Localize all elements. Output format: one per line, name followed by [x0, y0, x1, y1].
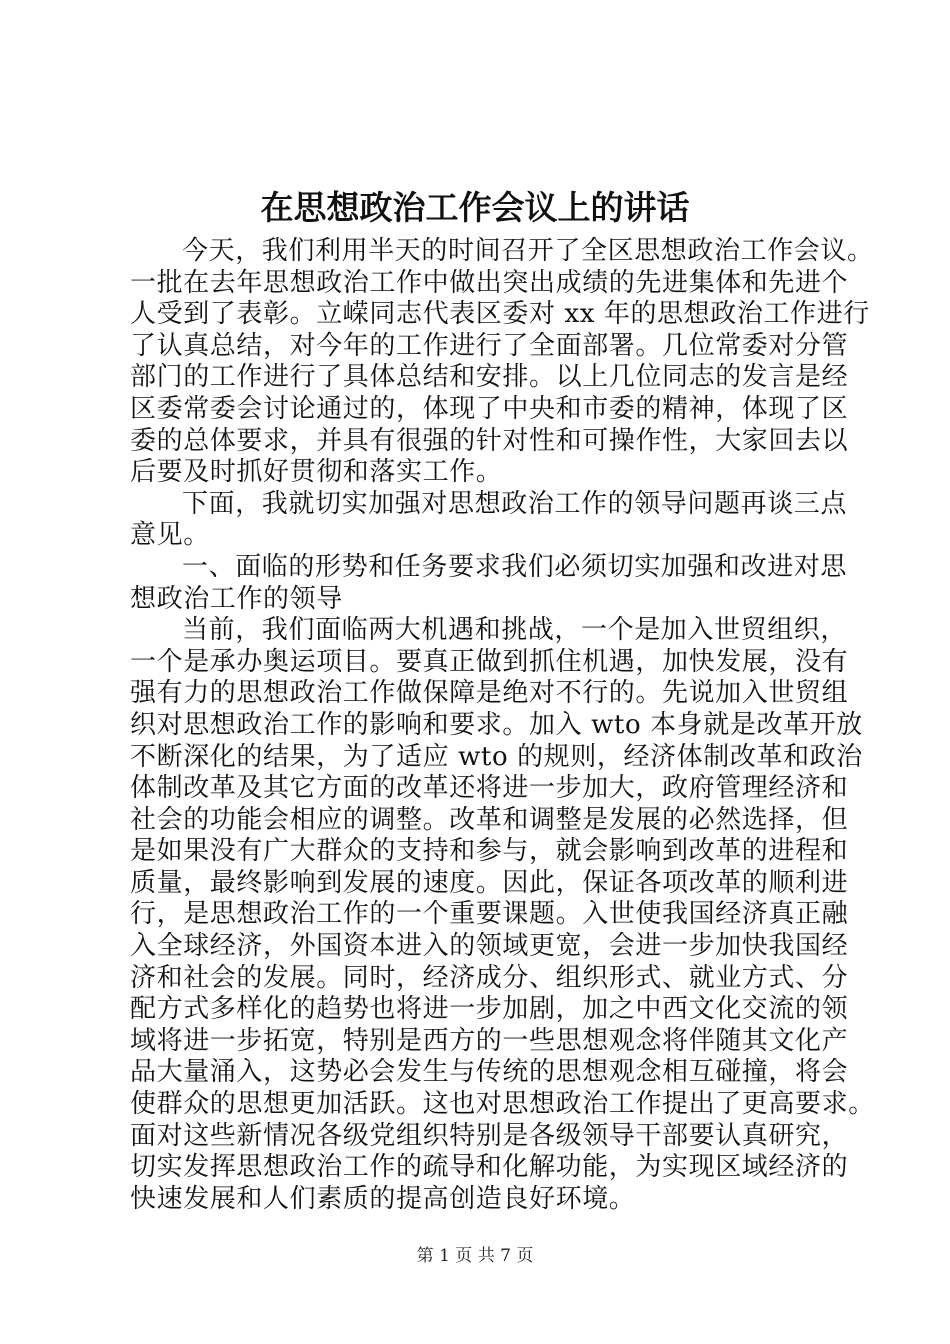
body-line: 部门的工作进行了具体总结和安排。以上几位同志的发言是经: [130, 362, 849, 393]
body-line: 人受到了表彰。立嵘同志代表区委对 xx 年的思想政治工作进行: [130, 299, 870, 330]
body-line: 不断深化的结果，为了适应 wto 的规则，经济体制改革和政治: [130, 741, 863, 772]
body-line: 体制改革及其它方面的改革还将进一步加大，政府管理经济和: [130, 773, 849, 804]
body-line: 委的总体要求，并具有很强的针对性和可操作性，大家回去以: [130, 425, 849, 456]
body-line: 一、面临的形势和任务要求我们必须切实加强和改进对思: [182, 551, 848, 582]
document-title: 在思想政治工作会议上的讲话: [260, 188, 690, 227]
body-line: 区委常委会讨论通过的，体现了中央和市委的精神，体现了区: [130, 393, 849, 424]
page-footer: 第 1 页 共 7 页: [416, 1246, 534, 1266]
body-line: 行，是思想政治工作的一个重要课题。入世使我国经济真正融: [130, 899, 849, 930]
body-line: 当前，我们面临两大机遇和挑战，一个是加入世贸组织，: [182, 615, 848, 646]
body-line: 配方式多样化的趋势也将进一步加剧，加之中西文化交流的领: [130, 994, 849, 1025]
document-body: [130, 236, 875, 1215]
body-line: 意见。: [130, 520, 210, 551]
body-line: 一个是承办奥运项目。要真正做到抓住机遇，加快发展，没有: [130, 646, 849, 677]
body-line: 后要及时抓好贯彻和落实工作。: [130, 457, 503, 488]
body-line: 了认真总结，对今年的工作进行了全面部署。几位常委对分管: [130, 330, 849, 361]
body-line: 想政治工作的领导: [130, 583, 343, 614]
body-line: 快速发展和人们素质的提高创造良好环境。: [130, 1183, 636, 1214]
body-line: 面对这些新情况各级党组织特别是各级领导干部要认真研究，: [130, 1120, 849, 1151]
body-line: 是如果没有广大群众的支持和参与，就会影响到改革的进程和: [130, 836, 849, 867]
body-line: 使群众的思想更加活跃。这也对思想政治工作提出了更高要求。: [130, 1089, 875, 1120]
body-line: 一批在去年思想政治工作中做出突出成绩的先进集体和先进个: [130, 267, 849, 298]
body-line: 质量，最终影响到发展的速度。因此，保证各项改革的顺利进: [130, 867, 849, 898]
body-line: 织对思想政治工作的影响和要求。加入 wto 本身就是改革开放: [130, 709, 863, 740]
body-line: 济和社会的发展。同时，经济成分、组织形式、就业方式、分: [130, 962, 849, 993]
body-line: 入全球经济，外国资本进入的领域更宽，会进一步加快我国经: [130, 931, 849, 962]
body-line: 域将进一步拓宽，特别是西方的一些思想观念将伴随其文化产: [130, 1025, 849, 1056]
body-line: 切实发挥思想政治工作的疏导和化解功能，为实现区域经济的: [130, 1152, 849, 1183]
body-line: 社会的功能会相应的调整。改革和调整是发展的必然选择，但: [130, 804, 849, 835]
body-line: 品大量涌入，这势必会发生与传统的思想观念相互碰撞，将会: [130, 1057, 849, 1088]
body-line: 下面，我就切实加强对思想政治工作的领导问题再谈三点: [182, 488, 848, 519]
body-line: 今天，我们利用半天的时间召开了全区思想政治工作会议。: [182, 236, 874, 266]
body-line: 强有力的思想政治工作做保障是绝对不行的。先说加入世贸组: [130, 678, 849, 709]
